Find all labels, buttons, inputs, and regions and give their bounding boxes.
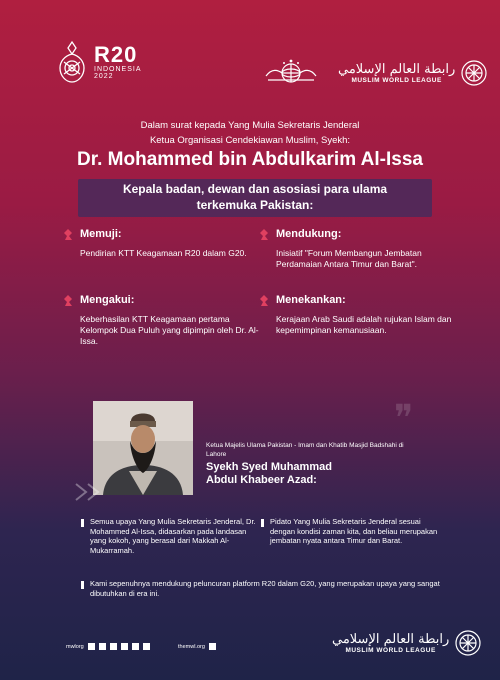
banner-line-1: Kepala badan, dewan dan asosiasi para ulama	[122, 182, 388, 196]
r20-emblem-icon	[56, 40, 88, 84]
mwl-arabic-name: رابطة العالم الإسلامي	[338, 62, 456, 77]
mwl-logo	[338, 60, 487, 86]
speaker-name-line-1: Syekh Syed Muhammad	[206, 461, 332, 473]
mwl-emblem-icon	[461, 60, 487, 86]
intro-line-2: Ketua Organisasi Cendekiawan Muslim, Syekh:	[149, 135, 351, 146]
website-icon[interactable]	[209, 643, 216, 650]
quote-text: Pidato Yang Mulia Sekretaris Jenderal sesuai dengan kondisi zaman kita, dan beliau merupakan jembatan nyata antara Timur dan Barat.	[270, 517, 438, 545]
social-icon[interactable]	[132, 643, 139, 650]
footer-social	[66, 643, 150, 650]
banner-line-2: terkemuka Pakistan:	[196, 198, 314, 212]
point-title: Menekankan:	[276, 294, 346, 306]
mwl-english-name: MUSLIM WORLD LEAGUE	[345, 647, 436, 654]
nu-logo-icon	[262, 58, 320, 90]
mwl-emblem-icon	[455, 630, 481, 656]
quote-text: Semua upaya Yang Mulia Sekretaris Jenderal, Dr. Mohammed Al-Issa, didasarkan pada landasan yang kokoh, yang berasal dari Makkah Al-Mukarramah.	[90, 517, 256, 555]
quote-bar	[261, 519, 264, 527]
footer-mwl-logo	[332, 630, 481, 656]
website-link[interactable]: themwl.org	[178, 643, 205, 650]
social-icon[interactable]	[88, 643, 95, 650]
double-chevron-icon	[72, 480, 112, 504]
ornament-icon	[62, 228, 74, 242]
speaker-name	[206, 461, 332, 487]
intro-line-1: Dalam surat kepada Yang Mulia Sekretaris Jenderal	[140, 120, 360, 131]
social-icon[interactable]	[99, 643, 106, 650]
social-icon[interactable]	[121, 643, 128, 650]
r20-title: R20	[94, 42, 138, 67]
quote-mark-icon: ❞	[394, 398, 414, 439]
point-title: Memuji:	[80, 228, 122, 240]
point-body: Pendirian KTT Keagamaan R20 dalam G20.	[80, 248, 247, 258]
speaker-name-line-2: Abdul Khabeer Azad:	[206, 474, 317, 486]
quote-text: Kami sepenuhnya mendukung peluncuran platform R20 dalam G20, yang merupakan upaya yang sangat dibutuhkan di era ini.	[90, 579, 440, 598]
r20-year: 2022	[94, 73, 114, 80]
main-name-heading: Dr. Mohammed bin Abdulkarim Al-Issa	[77, 149, 423, 170]
ornament-icon	[258, 228, 270, 242]
mwl-english-name: MUSLIM WORLD LEAGUE	[351, 77, 442, 84]
topic-banner	[78, 179, 432, 217]
speaker-role: Ketua Majelis Ulama Pakistan - Imam dan Khatib Masjid Badshahi di Lahore	[206, 442, 404, 458]
quote-bar	[81, 581, 84, 589]
r20-subtitle: INDONESIA	[94, 66, 142, 73]
point-body: Kerajaan Arab Saudi adalah rujukan Islam dan kepemimpinan kemanusiaan.	[276, 314, 452, 335]
mwl-arabic-name: رابطة العالم الإسلامي	[332, 632, 450, 647]
point-body: Keberhasilan KTT Keagamaan pertama Kelompok Dua Puluh yang dipimpin oleh Dr. Al-Issa.	[80, 314, 259, 346]
r20-logo	[56, 40, 142, 84]
footer-website	[178, 643, 216, 650]
ornament-icon	[62, 294, 74, 308]
point-title: Mendukung:	[276, 228, 342, 240]
quote-bar	[81, 519, 84, 527]
point-title: Mengakui:	[80, 294, 135, 306]
ornament-icon	[258, 294, 270, 308]
social-icon[interactable]	[110, 643, 117, 650]
point-body: Inisiatif "Forum Membangun Jembatan Perdamaian Antara Timur dan Barat".	[276, 248, 422, 269]
social-icon[interactable]	[143, 643, 150, 650]
social-handle: mwlorg	[66, 643, 84, 650]
